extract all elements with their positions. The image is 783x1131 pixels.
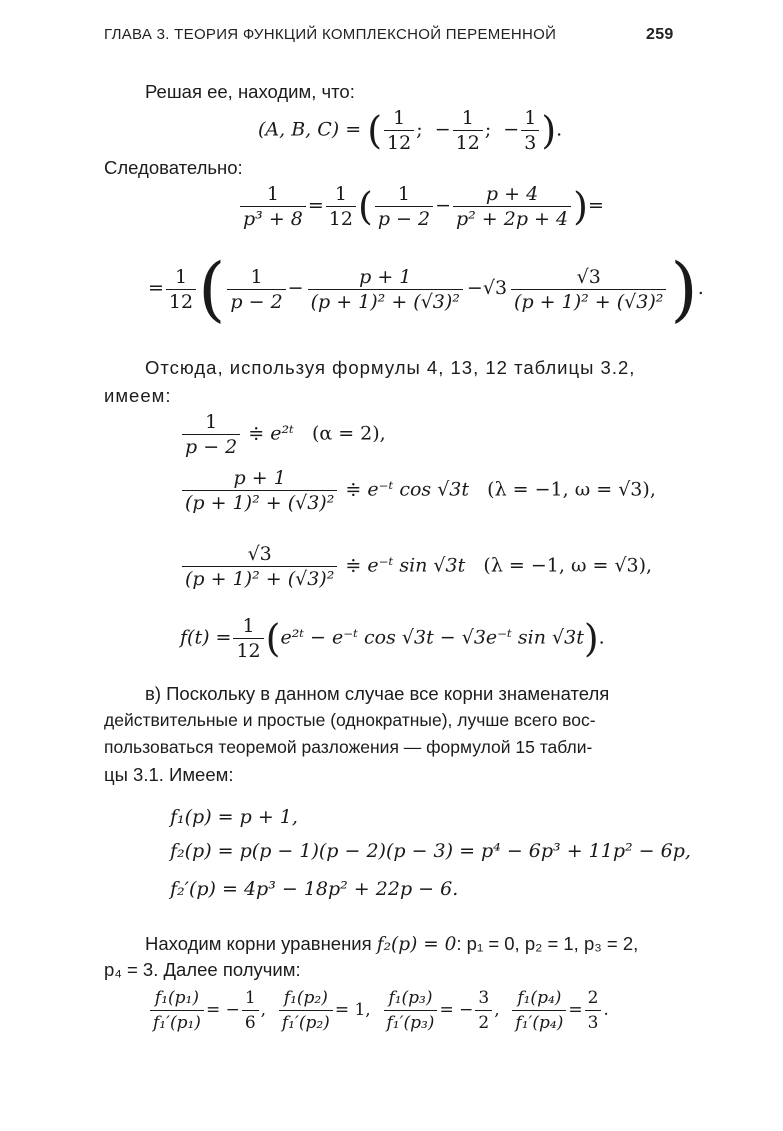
running-header: ГЛАВА 3. ТЕОРИЯ ФУНКЦИЙ КОМПЛЕКСНОЙ ПЕРЕМЕННОЙ xyxy=(104,26,557,43)
paragraph-case-c-line2: действительные и простые (однократные), лучше всего вос- xyxy=(104,710,596,730)
paragraph-roots-line1 xyxy=(145,930,638,959)
equation-f2-derivative: f₂′(p) = 4p³ − 18p² + 22p − 6. xyxy=(170,878,459,900)
paragraph-therefore: Следовательно: xyxy=(104,157,243,178)
fraction: $\frac{1}{p - 2}$ xyxy=(227,265,285,314)
equation-ratios: $\frac{\text{f₁(p₁)}}{\text{f₁′(p₁)}}$ = − $\frac{1}{6}$ , $\frac{\text{f₁(p₂)}}{\text{f₁′(p₂)}}$ = 1, $\frac{\text{f₁(p₃)}}{\text{f₁′(p₃)}}$ = − $\frac{3}{2}$ , $\frac{\text{f₁(p₄)}}{\text{f₁′(p₄)}}$ = $\frac{2}{3}$ . xyxy=(148,986,609,1035)
fraction: $\frac{p + 4}{\text{p² + 2p + 4}}$ xyxy=(453,182,571,231)
fraction: $\frac{\text{f₁(p₁)}}{\text{f₁′(p₁)}}$ xyxy=(150,986,204,1035)
fraction: $\frac{1}{6}$ xyxy=(242,986,259,1035)
equation-f2: f₂(p) = p(p − 1)(p − 2)(p − 3) = p⁴ − 6p³ + 11p² − 6p, xyxy=(170,840,691,862)
equation-f1: f₁(p) = p + 1, xyxy=(170,806,298,828)
paragraph-solving: Решая ее, находим, что: xyxy=(145,81,355,102)
fraction: $\frac{\text{f₁(p₄)}}{\text{f₁′(p₄)}}$ xyxy=(512,986,566,1035)
fraction: $\frac{1}{12}$ xyxy=(453,106,483,155)
fraction: $\frac{1}{p - 2}$ xyxy=(182,410,240,459)
equation-partial-fractions-continued: = $\frac{1}{12}$ ( $\frac{1}{p - 2}$ − $\frac{p + 1}{\text{(p + 1)² + (√3)²}}$ −√3 $\frac{√3}{\text{(p + 1)² + (√3)²}}$ ). xyxy=(148,248,704,330)
fraction: $\frac{√3}{\text{(p + 1)² + (√3)²}}$ xyxy=(511,265,666,314)
fraction: $\frac{1}{\text{p³ + 8}}$ xyxy=(240,182,306,231)
fraction: $\frac{1}{p - 2}$ xyxy=(375,182,433,231)
page-number: 259 xyxy=(646,26,674,43)
roots-values: : p₁ = 0, p₂ = 1, p₃ = 2, xyxy=(456,933,639,954)
transform-2: $\frac{p + 1}{\text{(p + 1)² + (√3)²}}$ ≑ e⁻ᵗ cos √3t (λ = −1, ω = √3), xyxy=(180,466,656,515)
paragraph-roots-line2: p₄ = 3. Далее получим: xyxy=(104,959,301,980)
equation-abc: (A, B, C) = ( $\frac{1}{12}$ ; − $\frac{1}{12}$ ; − $\frac{1}{3}$ ). xyxy=(258,107,563,154)
paragraph-case-c-line1: в) Поскольку в данном случае все корни знаменателя xyxy=(145,683,610,704)
fraction: $\frac{p + 1}{\text{(p + 1)² + (√3)²}}$ xyxy=(182,466,337,515)
result-f-of-t: f(t) = $\frac{1}{12}$ (e²ᵗ − e⁻ᵗ cos √3t − √3e⁻ᵗ sin √3t). xyxy=(180,615,605,662)
fraction: $\frac{1}{12}$ xyxy=(326,182,356,231)
abc-lhs: (A, B, C) = xyxy=(258,118,362,141)
transform-1: $\frac{1}{p - 2}$ ≑ e²ᵗ (α = 2), xyxy=(180,410,386,459)
equation-partial-fractions: $\frac{1}{\text{p³ + 8}}$ = $\frac{1}{12}$ ( $\frac{1}{p - 2}$ − $\frac{p + 4}{\text{p² + 2p + 4}}$ )= xyxy=(238,182,604,231)
fraction: $\frac{p + 1}{\text{(p + 1)² + (√3)²}}$ xyxy=(308,265,463,314)
fraction: $\frac{\text{f₁(p₃)}}{\text{f₁′(p₃)}}$ xyxy=(384,986,438,1035)
paragraph-hence-line2: имеем: xyxy=(104,385,172,406)
fraction: $\frac{1}{12}$ xyxy=(384,106,414,155)
paragraph-case-c-line4: цы 3.1. Имеем: xyxy=(104,764,234,785)
fraction: $\frac{2}{3}$ xyxy=(585,986,602,1035)
paragraph-hence-line1: Отсюда, используя формулы 4, 13, 12 таблицы 3.2, xyxy=(145,357,636,378)
paragraph-case-c-line3: пользоваться теоремой разложения — формулой 15 табли- xyxy=(104,737,593,757)
fraction: $\frac{1}{12}$ xyxy=(166,265,196,314)
fraction: $\frac{\text{f₁(p₂)}}{\text{f₁′(p₂)}}$ xyxy=(279,986,333,1035)
fraction: $\frac{1}{3}$ xyxy=(521,106,539,155)
fraction: $\frac{3}{2}$ xyxy=(475,986,492,1035)
roots-equation: f₂(p) = 0 xyxy=(376,934,457,955)
roots-text: Находим корни уравнения xyxy=(145,933,372,954)
fraction: $\frac{√3}{\text{(p + 1)² + (√3)²}}$ xyxy=(182,542,337,591)
fraction: $\frac{1}{12}$ xyxy=(233,614,263,663)
transform-3: $\frac{√3}{\text{(p + 1)² + (√3)²}}$ ≑ e⁻ᵗ sin √3t (λ = −1, ω = √3), xyxy=(180,542,652,591)
